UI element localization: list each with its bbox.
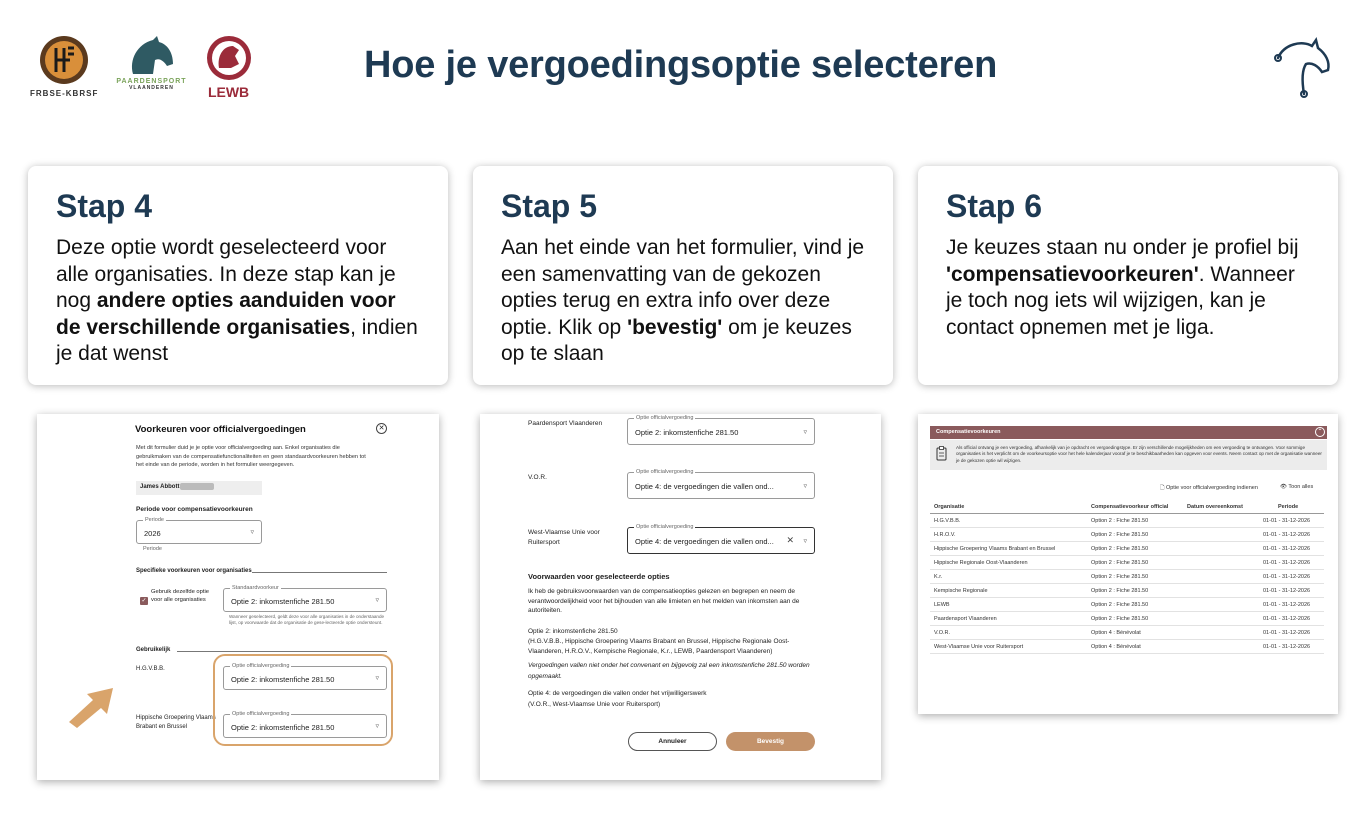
option-2-title: Optie 2: inkomstenfiche 281.50 <box>528 628 618 635</box>
table-row <box>930 640 1324 654</box>
step-text <box>946 235 1310 341</box>
chevron-up-icon[interactable]: ⌃ <box>1315 427 1325 437</box>
step-5-card <box>473 166 893 385</box>
org-name: V.O.R. <box>528 474 547 481</box>
option-select[interactable] <box>627 524 815 554</box>
column-header: Periode <box>1278 504 1299 510</box>
table-row <box>930 598 1324 612</box>
period-select[interactable] <box>136 517 262 544</box>
table-cell: 01-01 - 31-12-2026 <box>1263 574 1311 580</box>
chevron-down-icon: ▿ <box>375 723 379 730</box>
conditions-title: Voorwaarden voor geselecteerde opties <box>528 572 670 581</box>
column-header: Compensatievoorkeur official <box>1091 504 1169 510</box>
chevron-down-icon: ▿ <box>250 529 254 536</box>
option-4-orgs: (V.O.R., West-Vlaamse Unie voor Ruitersport) <box>528 701 661 708</box>
table-row <box>930 570 1324 584</box>
paardensport-caption: PAARDENSPORT <box>116 78 187 85</box>
chevron-down-icon: ▿ <box>803 429 807 436</box>
table-cell: 01-01 - 31-12-2026 <box>1263 588 1311 594</box>
option-select[interactable] <box>627 469 815 499</box>
compensation-preferences-screenshot <box>918 414 1338 714</box>
table-cell: 01-01 - 31-12-2026 <box>1263 532 1311 538</box>
option-select[interactable] <box>223 711 387 738</box>
info-text: Als official ontvang je een vergoeding, afhankelijk van je opdracht en vergoedingstype. Er zijn verschillende mogelijkheden om een vergoeding te ontvangen. Voor sommige organisaties is het verplicht om de voorkeursoptie voor het hele kalenderjaar vooraf je te beschikbaarheden kan opgeven voor events. Neem contact op met de organisatie wanneer je de gekozen optie wil wijzigen. <box>956 445 1322 463</box>
period-title: Periode voor compensatievoorkeuren <box>136 506 253 513</box>
standard-preference-select[interactable] <box>223 585 387 612</box>
option-label: Optie officialvergoeding <box>232 711 290 717</box>
step-title: Stap 5 <box>501 188 598 224</box>
table-cell: Option 4 : Bénévolat <box>1091 644 1141 650</box>
option-label: Optie officialvergoeding <box>636 524 694 530</box>
table-cell: Paardensport Vlaanderen <box>934 616 997 622</box>
step-text-part: . Wanneer je toch nog iets wil wijzigen, kan je contact opnemen met je liga. <box>946 262 1295 339</box>
table-cell: Option 2 : Fiche 281.50 <box>1091 602 1149 608</box>
step-text-part: Aan het einde van het formulier, vind je een samenvatting van de gekozen opties terug en extra info over deze optie. Klik op <box>501 236 865 339</box>
org-name: Hippische Groepering Vlaams Brabant en Brussel <box>136 715 216 730</box>
redacted-field <box>180 483 214 490</box>
option-value: Optie 2: inkomstenfiche 281.50 <box>635 428 739 437</box>
option-select[interactable] <box>223 663 387 690</box>
chevron-down-icon: ▿ <box>375 675 379 682</box>
option-4-title: Optie 4: de vergoedingen die vallen onder het vrijwilligerswerk <box>528 690 707 697</box>
org-name: Paardensport Vlaanderen <box>528 420 603 427</box>
chevron-down-icon: ▿ <box>803 483 807 490</box>
option-label: Optie officialvergoeding <box>232 663 290 669</box>
conditions-text: Ik heb de gebruiksvoorwaarden van de compensatieopties gelezen en begrepen en neem de verantwoordelijkheid voor het bijhouden van alle limieten en het melden van inkomsten aan de autoriteiten. <box>528 588 800 614</box>
step-title: Stap 6 <box>946 188 1043 224</box>
show-all-link[interactable]: 👁 Toon alles <box>1280 484 1314 490</box>
table-row <box>930 528 1324 542</box>
lewb-logo <box>205 34 253 100</box>
clear-icon[interactable]: ✕ <box>786 535 794 545</box>
confirm-button[interactable]: Bevestig <box>726 732 815 751</box>
step-text-bold: andere opties aanduiden voor de verschillende organisaties <box>56 289 396 339</box>
step-title: Stap 4 <box>56 188 153 224</box>
step-text-bold: 'compensatievoorkeuren' <box>946 262 1199 286</box>
table-cell: K.r. <box>934 574 943 580</box>
period-label: Periode <box>145 517 164 523</box>
table-cell: 01-01 - 31-12-2026 <box>1263 616 1311 622</box>
step-6-card <box>918 166 1338 385</box>
step-text-part: Je keuzes staan nu onder je profiel bij <box>946 236 1299 259</box>
org-name: West-Vlaamse Unie voor Ruitersport <box>528 529 600 546</box>
step-text <box>501 235 865 368</box>
used-title: Gebruikelijk <box>136 647 171 653</box>
chevron-down-icon: ▿ <box>375 597 379 604</box>
table-cell: Hippische Regionale Oost-Vlaanderen <box>934 560 1028 566</box>
user-name: James Abbott <box>140 484 180 490</box>
specific-title: Specifieke voorkeuren voor organisaties <box>136 568 252 574</box>
table-cell: Option 2 : Fiche 281.50 <box>1091 532 1149 538</box>
chevron-down-icon: ▿ <box>803 538 807 545</box>
table-cell: Option 2 : Fiche 281.50 <box>1091 518 1149 524</box>
table-cell: 01-01 - 31-12-2026 <box>1263 644 1311 650</box>
horse-corner-icon <box>1272 36 1334 100</box>
table-cell: 01-01 - 31-12-2026 <box>1263 518 1311 524</box>
option-select[interactable] <box>627 415 815 445</box>
paardensport-logo <box>116 34 186 91</box>
table-row <box>930 556 1324 570</box>
standard-value: Optie 2: inkomstenfiche 281.50 <box>231 597 335 606</box>
option-label: Optie officialvergoeding <box>636 469 694 475</box>
option-2-orgs: (H.G.V.B.B., Hippische Groepering Vlaams Brabant en Brussel, Hippische Regionale Oost-Vlaanderen, H.R.O.V., Kempische Regionale, K.r., LEWB, Paardensport Vlaanderen) <box>528 638 790 655</box>
option-value: Optie 4: de vergoedingen die vallen ond... <box>635 482 774 491</box>
table-cell: Option 2 : Fiche 281.50 <box>1091 616 1149 622</box>
form-heading: Voorkeuren voor officialvergoedingen <box>135 424 306 435</box>
table-cell: H.G.V.B.B. <box>934 518 961 524</box>
option-value: Optie 4: de vergoedingen die vallen ond... <box>635 537 774 546</box>
form-intro: Met dit formulier duid je je optie voor officialvergoeding aan. Enkel organisaties die gebruikmaken van de compensatiefunctionaliteiten en geen standaardvoorkeuren hebben tot het einde van de periode, worden in het formulier weergegeven. <box>136 445 366 468</box>
table-cell: Hippische Groepering Vlaams Brabant en Brussel <box>934 546 1056 552</box>
step-4-card <box>28 166 448 385</box>
column-header: Organisatie <box>934 504 965 510</box>
table-row <box>930 584 1324 598</box>
table-cell: Option 2 : Fiche 281.50 <box>1091 574 1149 580</box>
checkbox[interactable]: ✓ <box>141 598 147 604</box>
option-2-note: Vergoedingen vallen niet onder het convenant en bijgevolg zal een inkomstenfiche 281.50 worden opgemaakt. <box>528 662 810 680</box>
table-cell: Kempische Regionale <box>934 588 988 594</box>
summary-form-screenshot <box>480 414 881 780</box>
table-cell: Option 2 : Fiche 281.50 <box>1091 546 1149 552</box>
table-cell: 01-01 - 31-12-2026 <box>1263 560 1311 566</box>
submit-option-label: Optie voor officialvergoeding indienen <box>1165 485 1258 491</box>
table-cell: V.O.R. <box>934 630 950 636</box>
show-all-label: Toon alles <box>1288 484 1314 490</box>
frbse-logo <box>30 34 98 98</box>
option-value: Optie 2: inkomstenfiche 281.50 <box>231 675 335 684</box>
period-helper: Periode <box>143 546 162 552</box>
table-cell: 01-01 - 31-12-2026 <box>1263 602 1311 608</box>
table-cell: Option 2 : Fiche 281.50 <box>1091 588 1149 594</box>
table-cell: Option 4 : Bénévolat <box>1091 630 1141 636</box>
step-text-part: Deze optie wordt geselecteerd voor alle organisaties. In deze stap kan je nog <box>56 236 396 312</box>
page-title: Hoe je vergoedingsoptie selecteren <box>364 44 998 86</box>
table-row <box>930 612 1324 626</box>
table-row <box>930 626 1324 640</box>
org-name: H.G.V.B.B. <box>136 666 165 672</box>
table-cell: West-Vlaamse Unie voor Ruitersport <box>934 644 1024 650</box>
cancel-button[interactable]: Annuleer <box>628 732 717 751</box>
option-value: Optie 2: inkomstenfiche 281.50 <box>231 723 335 732</box>
step-text <box>56 235 420 368</box>
table-row <box>930 514 1324 528</box>
column-header: Datum overeenkomst <box>1187 504 1243 510</box>
period-value: 2026 <box>144 529 161 538</box>
preferences-form-screenshot <box>37 414 439 780</box>
submit-option-link[interactable]: 🗋 Optie voor officialvergoeding indienen <box>1160 485 1258 491</box>
checkbox-label: Gebruik dezelfde optie voor alle organisaties <box>151 589 210 603</box>
step-text-part: om je keuzes op te slaan <box>501 315 852 365</box>
arrow-icon <box>63 682 121 728</box>
table-header <box>930 500 1324 514</box>
close-icon[interactable]: ✕ <box>376 423 387 434</box>
standard-helper: Wanneer geselecteerd, geldt deze voor alle organisaties in de onderstaande lijst, op voorwaarde dat de organisatie de gese-lecteerde optie ondersteunt. <box>229 614 385 625</box>
table-cell: H.R.O.V. <box>934 532 956 538</box>
table-cell: LEWB <box>934 602 950 608</box>
clipboard-icon <box>936 446 947 461</box>
vlaanderen-caption: VLAANDEREN <box>129 85 174 91</box>
step-text-part: , indien je dat wenst <box>56 315 418 365</box>
table-cell: Option 2 : Fiche 281.50 <box>1091 560 1149 566</box>
frbse-caption: FRBSE-KBRSF <box>30 89 99 98</box>
table-cell: 01-01 - 31-12-2026 <box>1263 630 1311 636</box>
step-text-bold: 'bevestig' <box>627 315 723 339</box>
standard-label: Standaardvoorkeur <box>232 585 279 591</box>
logo-row <box>30 34 253 100</box>
option-label: Optie officialvergoeding <box>636 415 694 421</box>
panel-title: Compensatievoorkeuren <box>936 429 1001 435</box>
lewb-caption: LEWB <box>207 84 250 100</box>
table-row <box>930 542 1324 556</box>
table-cell: 01-01 - 31-12-2026 <box>1263 546 1311 552</box>
